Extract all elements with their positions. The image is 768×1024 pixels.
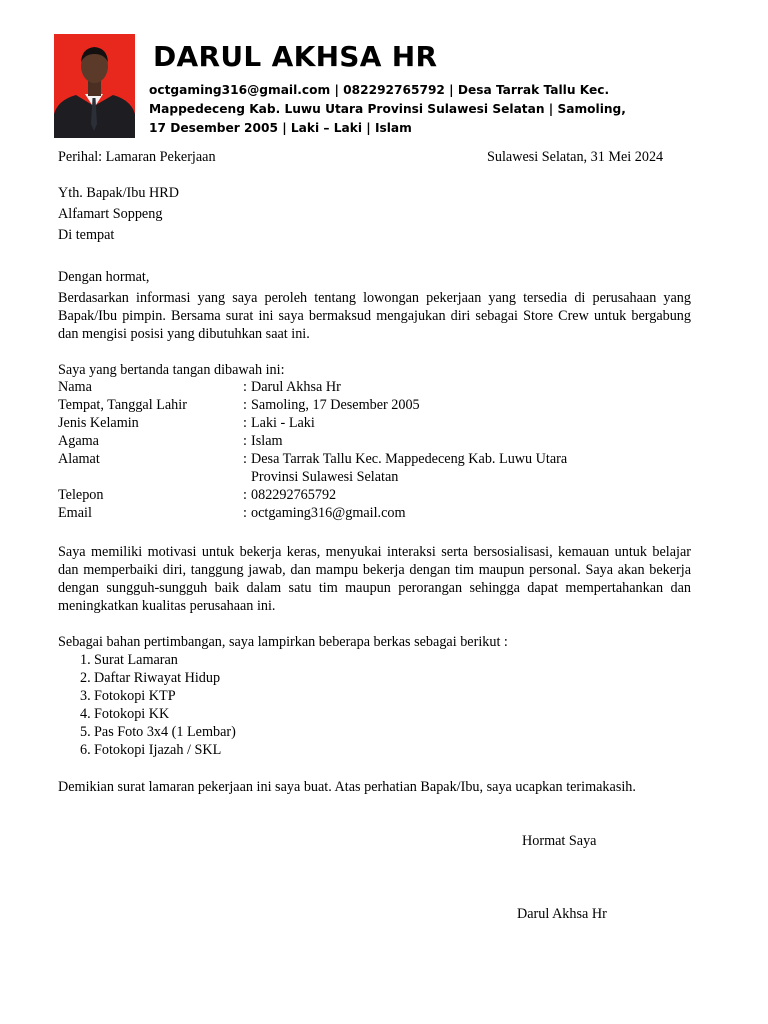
info-label: Email [58,505,92,521]
closing-paragraph: Demikian surat lamaran pekerjaan ini saya buat. Atas perhatian Bapak/Ibu, saya ucapkan terimakasih. [58,779,636,795]
list-number: 4. [80,706,91,722]
info-value: Islam [251,433,283,449]
info-row: Alamat : Desa Tarrak Tallu Kec. Mappedeceng Kab. Luwu Utara Provinsi Sulawesi Selatan [58,450,698,486]
list-number: 6. [80,742,91,758]
info-label: Agama [58,433,99,449]
info-value: Desa Tarrak Tallu Kec. Mappedeceng Kab. Luwu Utara [251,451,568,467]
list-text: Fotokopi KTP [94,688,176,704]
sign-off: Hormat Saya [522,833,597,849]
letter-subject: Perihal: Lamaran Pekerjaan [58,149,216,165]
profile-photo [54,34,135,138]
person-portrait-icon [54,34,135,138]
contact-details: octgaming316@gmail.com | 082292765792 | Desa Tarrak Tallu Kec. Mappedeceng Kab. Luwu Utara Provinsi Sulawesi Selatan | Samoling, 17 Desember 2005 | Laki – Laki | Islam [149,83,626,135]
list-text: Daftar Riwayat Hidup [94,670,221,686]
info-row: Agama : Islam [58,433,283,449]
info-value: octgaming316@gmail.com [251,505,406,521]
info-label: Alamat [58,451,100,467]
list-item [80,705,236,723]
list-number: 3. [80,688,91,704]
info-label: Tempat, Tanggal Lahir [58,397,187,413]
recipient-line: Di tempat [58,227,115,243]
list-text: Fotokopi KK [94,706,170,722]
info-label: Telepon [58,487,104,503]
info-label: Nama [58,379,92,395]
motivation-paragraph: Saya memiliki motivasi untuk bekerja keras, menyukai interaksi serta bersosialisasi, kemauan untuk belajar dan memperbaiki diri, tanggung jawab, dan mampu bekerja dengan tim maupun personal. Saya akan bekerja dengan sungguh-sungguh baik dalam satu tim maupun perorangan sehingga dapat mempertahankan dan meningkatkan kualitas perusahaan ini. [58,544,691,614]
recipient-line: Alfamart Soppeng [58,206,163,222]
info-intro: Saya yang bertanda tangan dibawah ini: [58,362,285,378]
info-value: Laki - Laki [251,415,315,431]
letter-header [54,34,714,140]
applicant-name-heading: DARUL AKHSA HR [153,40,438,73]
list-text: Pas Foto 3x4 (1 Lembar) [94,724,236,740]
info-value: Samoling, 17 Desember 2005 [251,397,420,413]
info-row: Telepon : 082292765792 [58,487,337,503]
list-item [80,651,236,669]
intro-paragraph: Berdasarkan informasi yang saya peroleh tentang lowongan pekerjaan yang tersedia di perusahaan yang Bapak/Ibu pimpin. Bersama surat ini saya bermaksud mengajukan diri sebagai Store Crew untuk bergabung dan mengisi posisi yang dibutuhkan saat ini. [58,290,691,342]
list-item [80,741,236,759]
list-item [80,687,236,705]
personal-info-list [58,378,698,522]
list-number: 1. [80,652,91,668]
place-date: Sulawesi Selatan, 31 Mei 2024 [487,149,664,165]
attachments-intro: Sebagai bahan pertimbangan, saya lampirkan beberapa berkas sebagai berikut : [58,634,508,650]
info-value: Darul Akhsa Hr [251,379,341,395]
greeting: Dengan hormat, [58,269,150,285]
info-row: Tempat, Tanggal Lahir : Samoling, 17 Desember 2005 [58,397,420,413]
info-value-continued: Provinsi Sulawesi Selatan [251,469,399,485]
info-row: Jenis Kelamin : Laki - Laki [58,415,315,431]
signature-name: Darul Akhsa Hr [517,906,607,922]
info-value: 082292765792 [251,487,337,503]
list-number: 5. [80,724,91,740]
list-item [80,669,236,687]
list-text: Surat Lamaran [94,652,178,668]
attachments-list [80,651,236,759]
info-row: Nama : Darul Akhsa Hr [58,379,341,395]
list-number: 2. [80,670,91,686]
info-label: Jenis Kelamin [58,415,139,431]
list-text: Fotokopi Ijazah / SKL [94,742,222,758]
list-item [80,723,236,741]
info-row: Email : octgaming316@gmail.com [58,505,406,521]
recipient-line: Yth. Bapak/Ibu HRD [58,185,179,201]
